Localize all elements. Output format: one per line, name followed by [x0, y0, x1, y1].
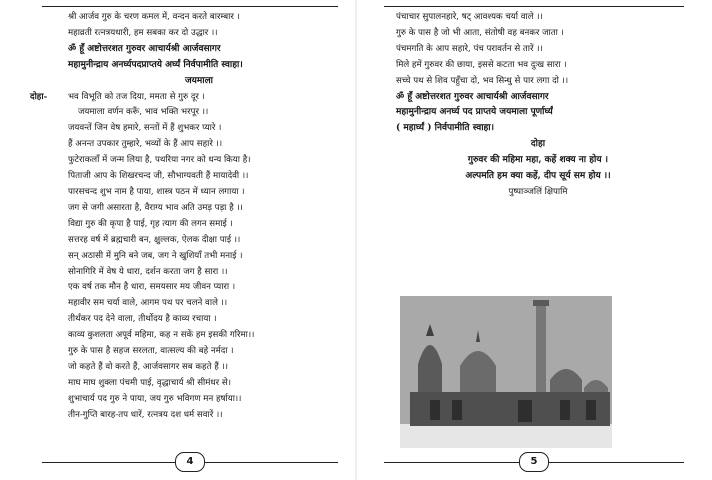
doha-line: अल्पमति हम क्या कहें, दीप सूर्य सम होय ।। — [465, 171, 611, 182]
photo-ground — [400, 424, 612, 448]
left-text-block — [30, 10, 330, 424]
temple-photo-drawing — [400, 296, 612, 448]
verse-line: सच्चे पथ से शिव पहुँचा दो, भव सिन्धु से पार लगा दो ।। — [396, 75, 569, 86]
closing-line: पुष्पाञ्जलिं क्षिपामि — [508, 186, 568, 197]
verse-line: एक वर्ष तक मौन है धारा, समयसार मय जीवन प्यारा । — [68, 282, 236, 293]
doha-row — [30, 90, 330, 106]
doha-line: गुरुवर की महिमा महा, कहें शक्य ना होय । — [467, 155, 609, 166]
doha-line: भव विभूति को तज दिया, ममता से गुरु दूर । — [68, 91, 205, 102]
verse-line: गुरु के पास है जो भी आता, संतोषी वह बनकर जाता । — [396, 27, 564, 38]
verse-line: सन् अठासी में मुनि बने जब, जग ने खुशियाँ तभी मनाई । — [68, 250, 243, 261]
verse-line: महाव्रती रत्नत्रयधारी, हम सबका कर दो उद्धार ।। — [68, 27, 218, 38]
section-heading-jaymala: जयमाला — [184, 75, 214, 86]
verse-line: तीन-गुप्ति बारह-तप धारें, रत्नत्रय दश धर्म सवारें ।। — [68, 409, 223, 420]
verse-line: पंचाचार सुपालनहारे, षट् आवश्यक चर्या वाले ।। — [396, 12, 543, 22]
verse-line: जग से जगी असारता है, वैराग्य भाव अति उमड़ पड़ा है ।। — [68, 202, 243, 213]
verse-line: पंचमगति के आप सहारे, पंच परावर्तन से तारें ।। — [396, 43, 543, 54]
verse-line: गुरु के पास है सहज सरलता, वात्सल्य की बहे नर्मदा । — [68, 346, 234, 357]
arch — [430, 400, 440, 420]
page-number: 4 — [175, 452, 205, 472]
arch — [586, 400, 596, 420]
page-footer — [384, 452, 684, 472]
arch — [452, 400, 462, 420]
page-footer — [42, 452, 338, 472]
right-text-block — [396, 10, 680, 201]
verse-line: जयवन्तें जिन वेष हमारे, सन्तों में हैं शुभकर प्यारे । — [68, 123, 222, 134]
verse-line: सत्तरह वर्ष में ब्रह्मचारी बन, क्षुल्लक, ऐलक दीक्षा पाई ।। — [68, 234, 241, 245]
temple-photo — [400, 296, 612, 448]
doha-line: जयमाला वर्णन करूँ, भाव भक्ति भरपूर ।। — [78, 107, 209, 118]
verse-line: श्री आर्जव गुरु के चरण कमल में, वन्दन करते बारम्बार । — [68, 12, 240, 22]
top-rule — [384, 6, 684, 7]
verse-line: मिले हमें गुरुवर की छाया, इससे कटता भव दुःख सारा । — [396, 59, 567, 70]
verse-line: तीर्थंकर पद देने वाला, तीर्थोदय है काव्य रचाया । — [68, 314, 217, 325]
verse-line: शुभाचार्य पद गुरु ने पाया, जय गुरु भविगण मन हर्षाया।। — [68, 393, 242, 404]
mantra-line: ( महार्घ्यं ) निर्वपामीति स्वाहा। — [396, 123, 495, 134]
verse-line: सोनागिरि में वेष ये धारा, दर्शन करता जग है सारा ।। — [68, 266, 228, 277]
verse-line: महावीर सम चर्या वाले, आगम पथ पर चलने वाले ।। — [68, 298, 228, 309]
verse-line: माघ माघ शुक्ला पंचमी पाई, वृद्धाचार्य श्री सीमंधर से। — [68, 377, 231, 388]
section-heading-doha: दोहा — [530, 139, 546, 150]
verse-line: हैं अनन्त उपकार तुम्हारे, भव्यों के हैं आप सहारे ।। — [68, 139, 223, 150]
arch — [518, 400, 532, 422]
doha-label: दोहा- — [30, 91, 48, 102]
arch — [560, 400, 570, 420]
verse-line: पिताजी आप के शिखरचन्द जी, सौभाग्यवती हैं मायादेवी ।। — [68, 171, 249, 182]
verse-line: पारसचन्द शुभ नाम है पाया, शास्त्र पठन में ध्यान लगाया । — [68, 186, 245, 197]
mantra-line: ॐ हूँ अष्टोत्तरशत गुरुवर आचार्यश्री आर्जवसागर — [68, 43, 221, 54]
page-number: 5 — [519, 452, 549, 472]
top-rule — [42, 6, 338, 7]
verse-line: जो कहते हैं वो करते हैं, आर्जवसागर सब कहते हैं ।। — [68, 361, 229, 372]
mantra-line: ॐ हूँ अष्टोत्तरशत गुरुवर आचार्यश्री आर्जवसागर — [396, 91, 549, 102]
verse-line: विद्या गुरु की कृपा है पाई, गृह त्याग की लगन समाई । — [68, 218, 233, 229]
mantra-line: महामुनीन्द्राय अनर्घ्यपदप्राप्तये अर्घ्यं निर्वपामीति स्वाहा। — [68, 59, 243, 70]
verse-line: फुटेराकलाँ में जन्म लिया है, पथरिया नगर को धन्य किया है। — [68, 155, 251, 166]
mantra-line: महामुनीन्द्राय अनर्घ्य पद प्राप्तये जयमाला पूर्णार्घ्यं — [396, 107, 553, 118]
tower-cap — [533, 300, 549, 306]
verse-line: काव्य कुशलता अपूर्व महिमा, कह न सकें हम इसकी गरिमा।। — [68, 330, 255, 341]
